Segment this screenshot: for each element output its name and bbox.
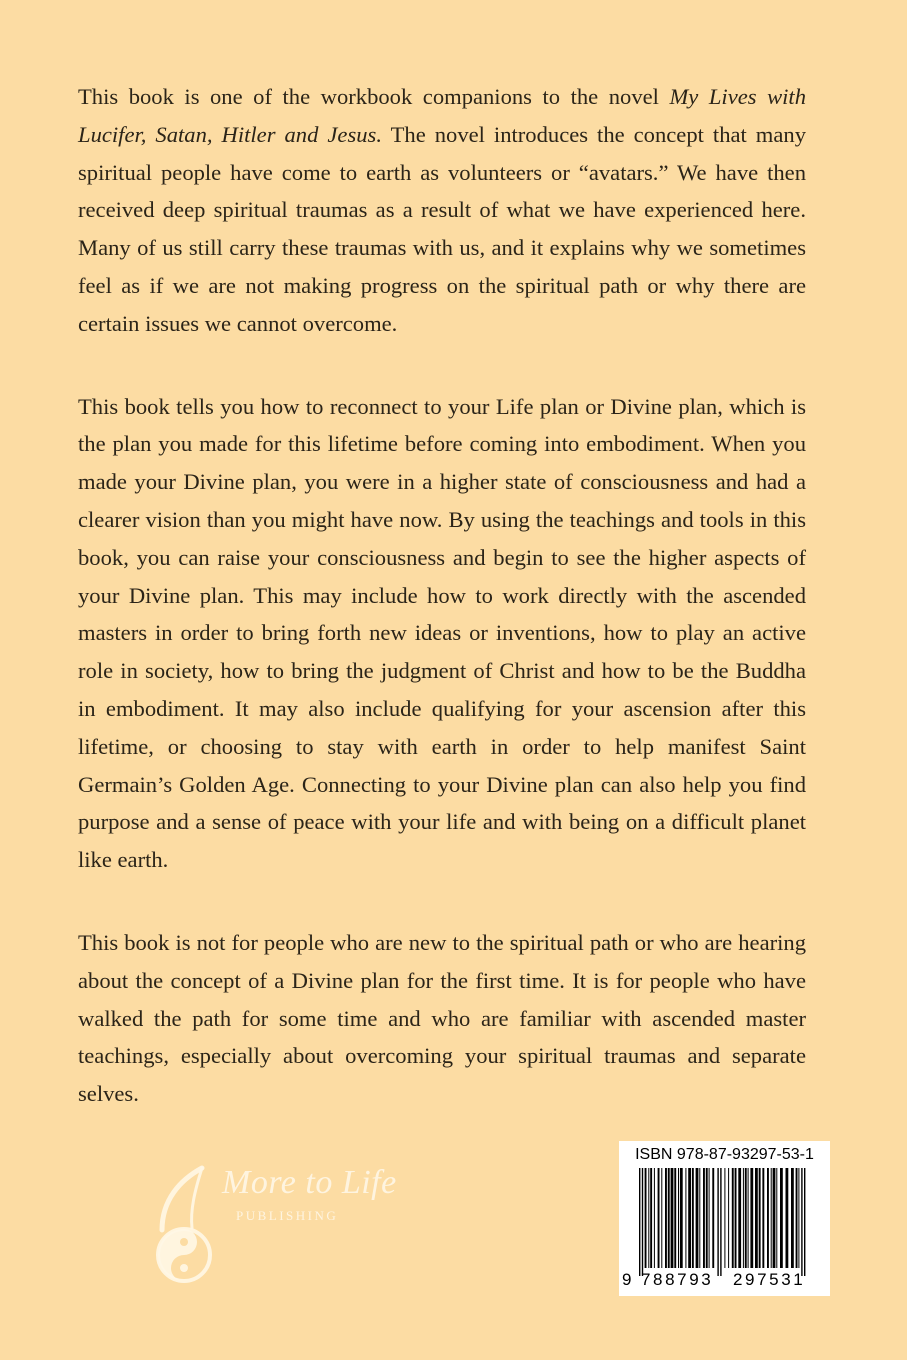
- barcode-bar: [685, 1168, 686, 1268]
- barcode-bar: [798, 1168, 799, 1268]
- barcode-bar: [804, 1168, 805, 1276]
- publisher-name: More to Life: [222, 1164, 397, 1201]
- barcode-bar: [678, 1168, 679, 1268]
- barcode-bar: [706, 1168, 708, 1268]
- barcode-bar: [654, 1168, 655, 1268]
- barcode-bar: [801, 1168, 802, 1276]
- barcode-bar: [680, 1168, 683, 1268]
- barcode-bar: [717, 1168, 718, 1276]
- barcode-bar: [645, 1168, 647, 1268]
- barcode-digit-first: 9: [622, 1270, 632, 1289]
- barcode-bar: [650, 1168, 652, 1268]
- barcode-bar: [648, 1168, 649, 1268]
- barcode-bar: [786, 1168, 789, 1268]
- isbn-barcode: [619, 1141, 830, 1296]
- blurb-paragraph-1: [78, 78, 806, 343]
- barcode-bar: [735, 1168, 737, 1268]
- barcode-bar: [709, 1168, 710, 1268]
- novel-title: My Lives with Lucifer, Satan, Hitler and Jesus.: [78, 84, 806, 147]
- publisher-logo: [140, 1160, 430, 1290]
- barcode-bar: [732, 1168, 734, 1268]
- blurb-p1-body: The novel introduces the concept that many spiritual people have come to earth as volunteers or “avatars.” We have then received deep spiritual traumas as a result of what we have experienced here. Many of us still carry these traumas with us, and it explains why we sometimes feel as if we are not making progress on the spiritual path or why there are certain issues we cannot overcome.: [78, 121, 806, 336]
- barcode-bar: [776, 1168, 777, 1268]
- blurb-paragraph-2: This book tells you how to reconnect to your Life plan or Divine plan, which is the plan you made for this lifetime before coming into embodiment. When you made your Divine plan, you were in a higher state of consciousness and had a clearer vision than you might have now. By using the teachings and tools in this book, you can raise your consciousness and begin to see the higher aspects of your Divine plan. This may include how to work directly with the ascended masters in order to bring forth new ideas or inventions, how to play an active role in society, how to bring the judgment of Christ and how to be the Buddha in embodiment. It may also include qualifying for your ascension after this lifetime, or choosing to stay with earth in order to help manifest Saint Germain’s Golden Age. Connecting to your Divine plan can also help you find purpose and a sense of peace with your life and with being on a difficult planet like earth.: [78, 393, 806, 873]
- barcode-bar: [692, 1168, 694, 1268]
- barcode-bar: [668, 1168, 670, 1268]
- barcode-bar: [748, 1168, 749, 1268]
- barcode-bar: [658, 1168, 660, 1268]
- barcode-bar: [780, 1168, 783, 1268]
- barcode-bar: [767, 1168, 769, 1268]
- barcode-bar: [639, 1168, 640, 1276]
- barcode-bar: [762, 1168, 764, 1268]
- barcode-bar: [738, 1168, 741, 1268]
- barcode-bar: [750, 1168, 753, 1268]
- barcode-bar: [642, 1168, 643, 1276]
- back-cover-blurb: [78, 78, 806, 1158]
- barcode-bar: [661, 1168, 662, 1268]
- barcode-bar: [745, 1168, 747, 1268]
- barcode-digits-left: 788793: [641, 1270, 714, 1289]
- barcode-bar: [791, 1168, 794, 1268]
- barcode-bar: [720, 1168, 721, 1276]
- barcode-bar: [688, 1168, 691, 1268]
- barcode-bar: [796, 1168, 798, 1268]
- barcode-bar: [771, 1168, 772, 1268]
- barcode-bar: [696, 1168, 699, 1268]
- barcode-bar: [712, 1168, 714, 1268]
- barcode-bar: [759, 1168, 761, 1268]
- barcode-bar: [674, 1168, 676, 1268]
- yin-yang-logo-icon: [140, 1160, 230, 1290]
- barcode-bar: [699, 1168, 700, 1268]
- barcode-bars: [625, 1168, 825, 1276]
- barcode-bar: [743, 1168, 744, 1268]
- isbn-label: ISBN 978-87-93297-53-1: [635, 1146, 814, 1163]
- barcode-digits-right: 297531: [733, 1270, 806, 1289]
- barcode-bar: [724, 1168, 725, 1268]
- barcode-bar: [703, 1168, 705, 1268]
- blurb-p1-intro: This book is one of the workbook companions to the novel: [78, 84, 670, 109]
- blurb-paragraph-3: This book is not for people who are new to the spiritual path or who are hearing about the concept of a Divine plan for the first time. It is for people who have walked the path for some time and who are familiar with ascended master teachings, especially about overcoming your spiritual traumas and separate selves.: [78, 929, 806, 1107]
- barcode-bar: [728, 1168, 729, 1268]
- barcode-bar: [665, 1168, 667, 1268]
- publisher-subtitle: PUBLISHING: [236, 1208, 339, 1223]
- barcode-bar: [773, 1168, 776, 1268]
- barcode-bar: [755, 1168, 758, 1268]
- barcode-bar: [671, 1168, 674, 1268]
